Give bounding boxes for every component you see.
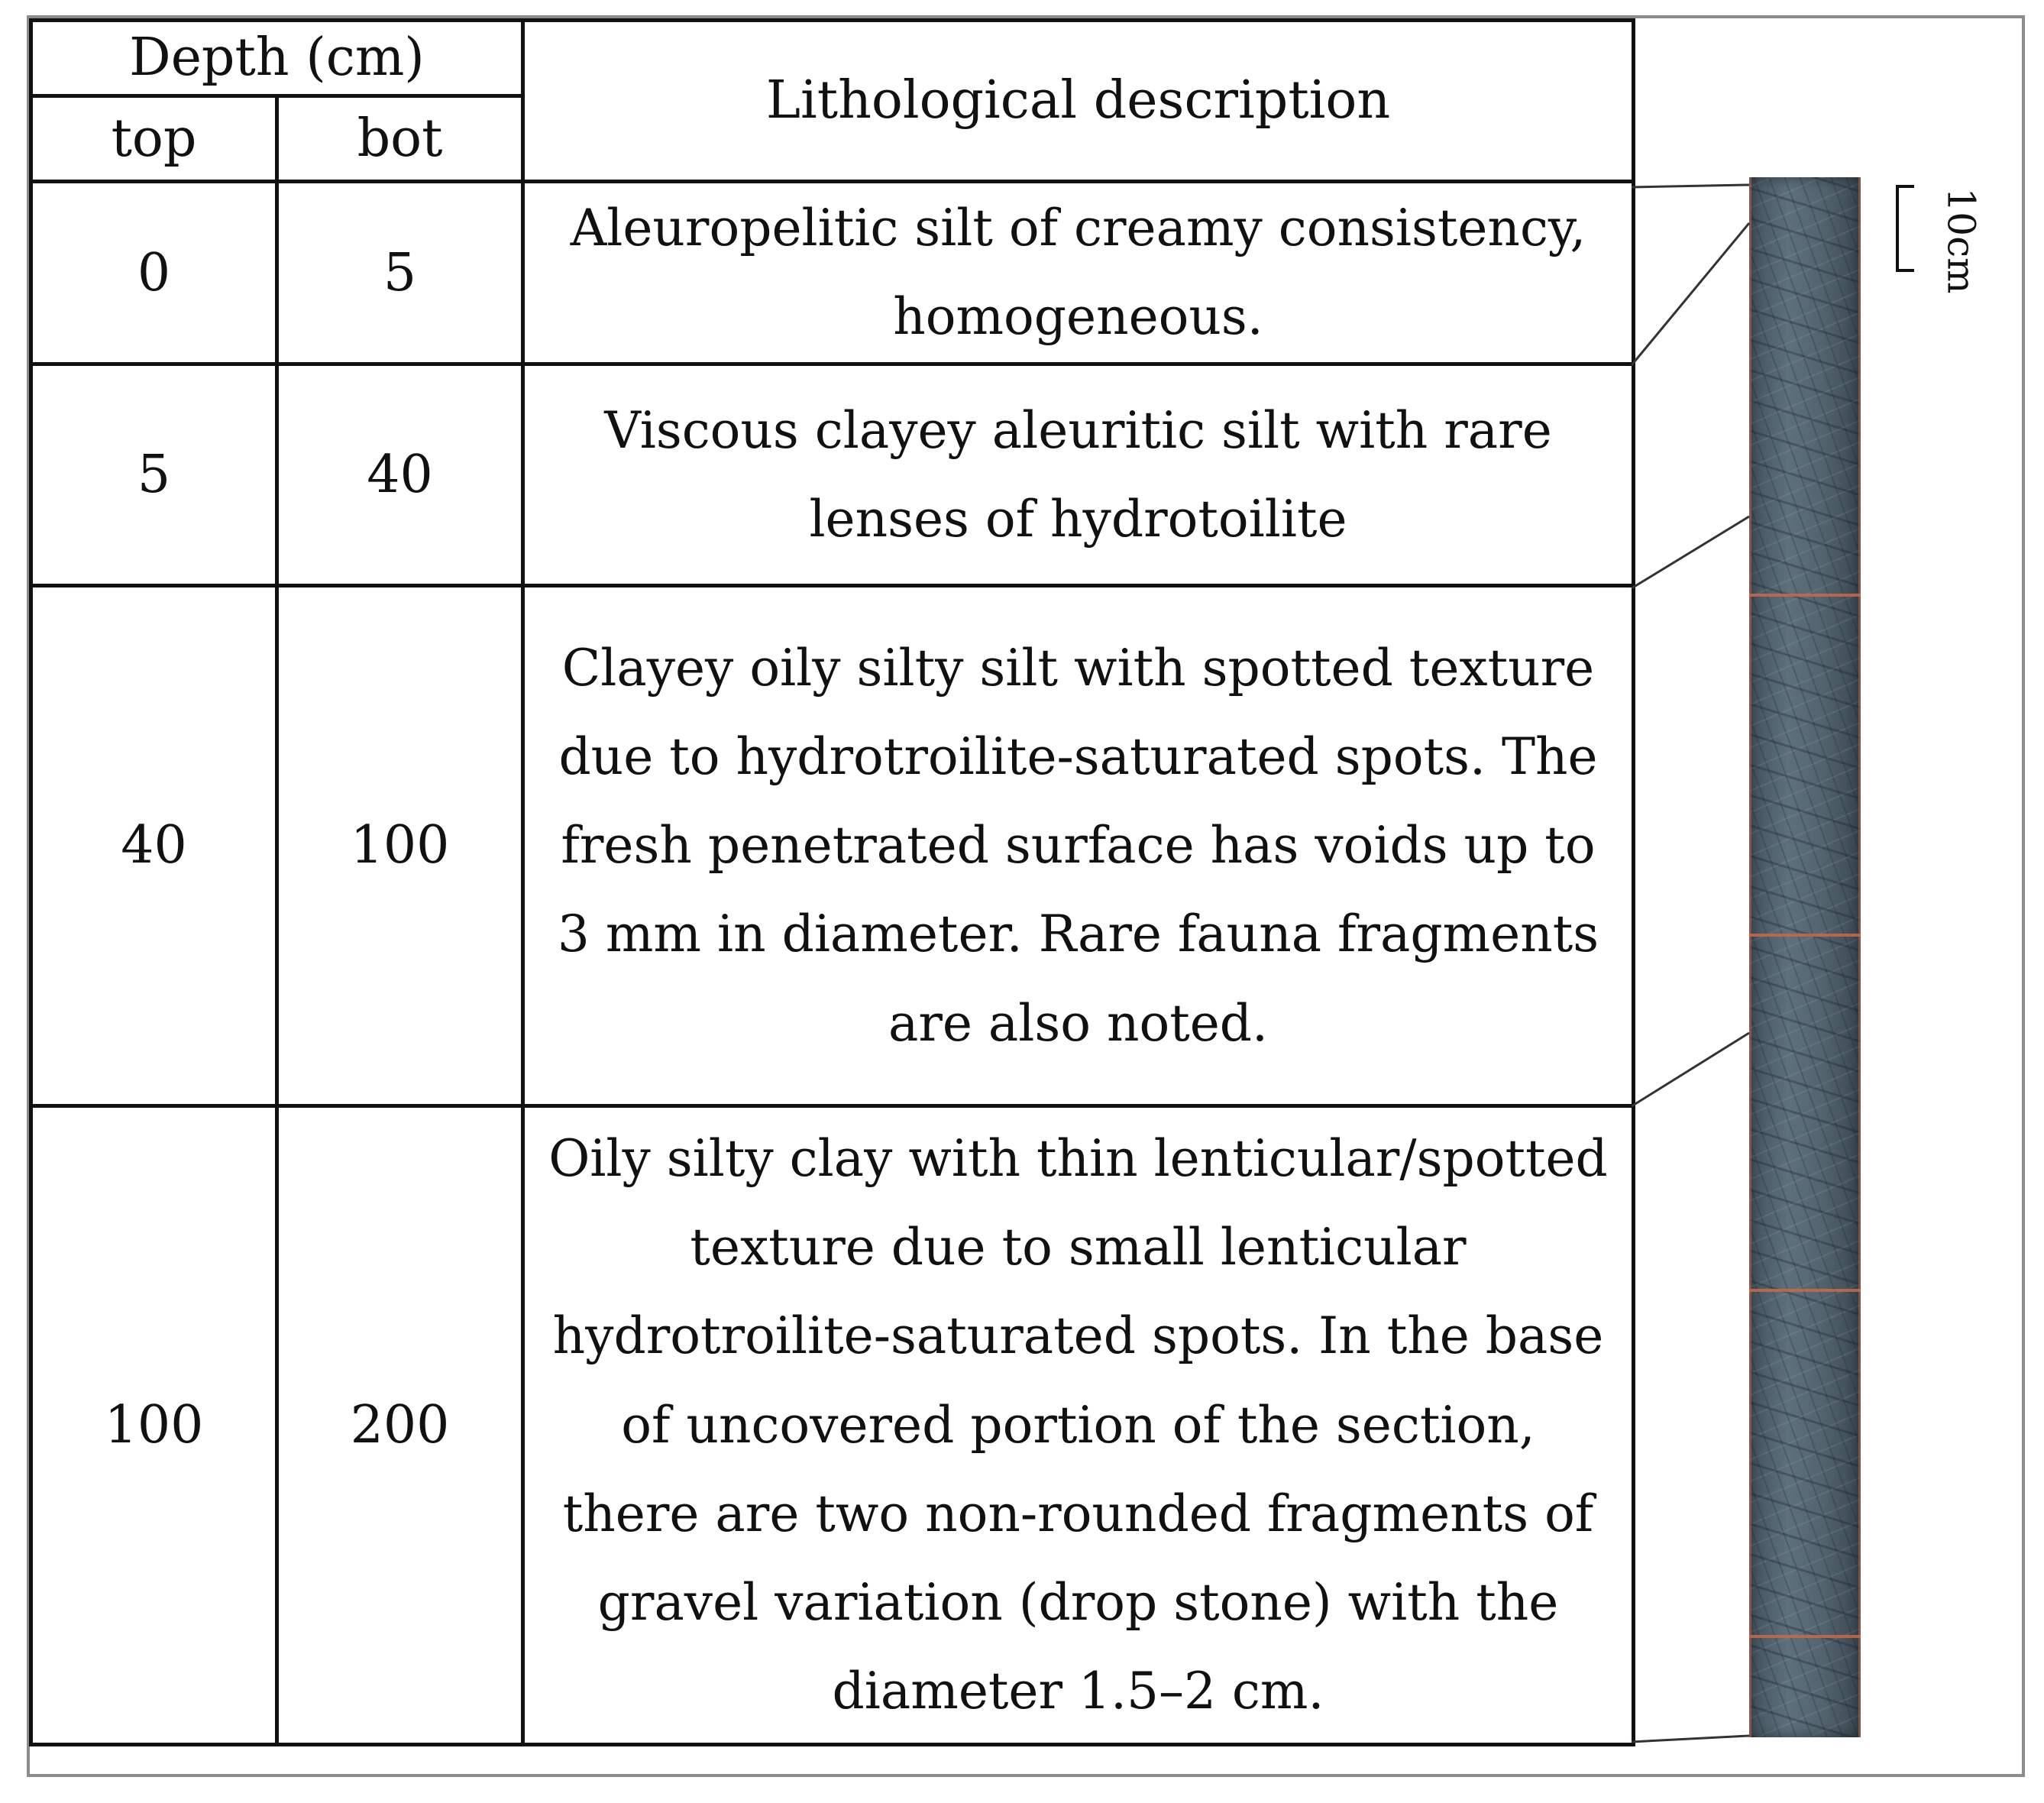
bot-depth-cell: 40	[277, 364, 523, 586]
sediment-core-photo	[1749, 177, 1861, 1737]
bot-depth-cell: 5	[277, 182, 523, 364]
table-row	[31, 1106, 1634, 1745]
scale-label: 10cm	[1939, 187, 1984, 294]
header-row-depth	[31, 21, 1634, 96]
description-cell: Viscous clayey aleuritic silt with rare lenses of hydrotoilite	[523, 364, 1634, 586]
description-cell: Oily silty clay with thin lenticular/spotted texture due to small lenticular hydrotroilite-saturated spots. In the base of uncovered portion of the section, there are two non-rounded fragments of gravel variation (drop stone) with the diameter 1.5–2 cm.	[523, 1106, 1634, 1745]
core-segment-boundary	[1749, 1635, 1861, 1638]
top-depth-cell: 0	[31, 182, 277, 364]
description-cell: Aleuropelitic silt of creamy consistency, homogeneous.	[523, 182, 1634, 364]
description-cell: Clayey oily silty silt with spotted texture due to hydrotroilite-saturated spots. The fresh penetrated surface has voids up to 3 mm in diameter. Rare fauna fragments are also noted.	[523, 586, 1634, 1106]
core-segment-boundary	[1749, 1289, 1861, 1292]
core-edge-left	[1749, 177, 1751, 1737]
bot-depth-cell: 100	[277, 586, 523, 1106]
core-edge-right	[1858, 177, 1861, 1737]
top-depth-cell: 100	[31, 1106, 277, 1745]
lithology-table	[29, 18, 1635, 1746]
table-row	[31, 586, 1634, 1106]
core-segment-boundary	[1749, 934, 1861, 937]
depth-header: Depth (cm)	[31, 21, 523, 96]
table-row	[31, 364, 1634, 586]
top-depth-cell: 5	[31, 364, 277, 586]
bot-depth-cell: 200	[277, 1106, 523, 1745]
bot-header: bot	[277, 95, 523, 182]
scale-bar	[1896, 185, 1914, 272]
table-row	[31, 182, 1634, 364]
top-header: top	[31, 95, 277, 182]
core-segment-boundary	[1749, 594, 1861, 597]
top-depth-cell: 40	[31, 586, 277, 1106]
description-header: Lithological description	[523, 21, 1634, 182]
